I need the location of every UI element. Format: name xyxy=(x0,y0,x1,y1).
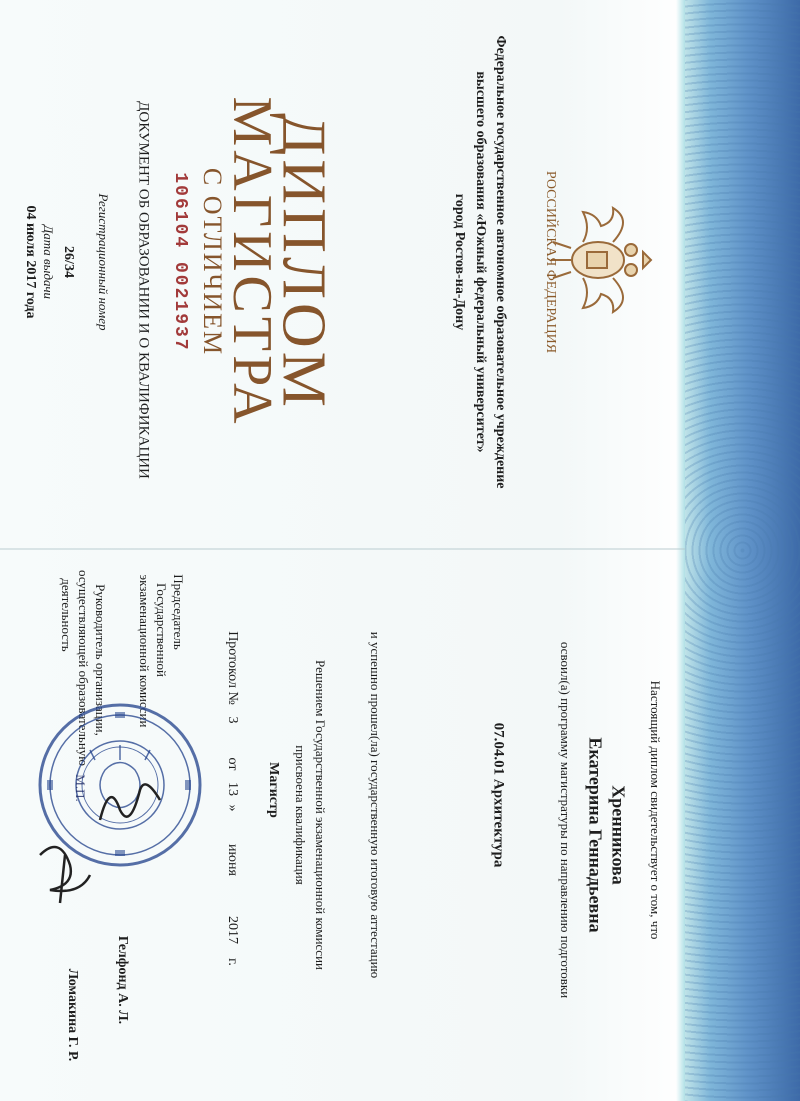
head-name: Ломакина Г. Р. xyxy=(65,968,80,1062)
program-name: 07.04.01 Архитектура xyxy=(490,722,507,868)
document-type: ДОКУМЕНТ ОБ ОБРАЗОВАНИИ И О КВАЛИФИКАЦИИ xyxy=(135,101,152,479)
mastered-text: освоил(а) программу магистратуры по направлению подготовки xyxy=(558,641,573,999)
institution-line-3: город Ростов-на-Дону xyxy=(452,193,467,331)
reg-number-label: Регистрационный номер xyxy=(96,193,111,331)
protocol-day: 13 xyxy=(225,782,240,796)
institution-line-1: Федеральное государственное автономное образовательное учреждение xyxy=(493,35,508,489)
country-label: РОССИЙСКАЯ ФЕДЕРАЦИЯ xyxy=(543,170,558,354)
qualification-name: Магистр xyxy=(266,762,281,818)
diploma-subtitle: МАГИСТРА xyxy=(221,96,283,428)
page-fold xyxy=(0,548,685,550)
intro-text: Настоящий диплом свидетельствует о том, что xyxy=(648,680,663,940)
protocol-month: июня xyxy=(225,844,240,876)
head-line-1: Руководитель организации, xyxy=(93,584,108,736)
holder-surname: Хренникова xyxy=(608,785,629,885)
protocol-quote: » xyxy=(225,804,240,812)
head-line-3: деятельность xyxy=(59,578,74,652)
honors-label: С ОТЛИЧИЕМ xyxy=(198,167,227,357)
chair-name: Гелфонд А. Л. xyxy=(115,935,130,1025)
protocol-year-suffix: г. xyxy=(225,958,240,966)
head-signature-icon xyxy=(30,835,100,905)
issue-date-label: Дата выдачи xyxy=(41,224,56,300)
diploma-title: ДИПЛОМ xyxy=(269,113,338,411)
head-line-2: осуществляющей образовательную xyxy=(76,570,91,766)
seal-mark: М.П. xyxy=(73,774,88,802)
protocol-year: 2017 xyxy=(225,916,240,944)
security-pattern-band xyxy=(685,0,800,1101)
chair-line-1: Председатель xyxy=(171,574,186,650)
institution-line-2: высшего образования «Южный федеральный университет» xyxy=(473,71,488,453)
decision-line-1: Решением Государственной экзаменационной комиссии xyxy=(313,660,328,970)
protocol-from: от xyxy=(225,757,240,771)
issue-date: 04 июля 2017 года xyxy=(23,205,38,319)
protocol-number: 3 xyxy=(225,716,240,724)
reg-number: 26/34 xyxy=(61,246,76,278)
chair-line-3: экзаменационной комиссии xyxy=(137,574,152,728)
protocol-label: Протокол № xyxy=(225,631,240,705)
holder-name: Екатерина Геннадьевна xyxy=(585,737,606,933)
chair-line-2: Государственной xyxy=(154,582,169,678)
serial-number: 106104 0021937 xyxy=(170,172,190,352)
passed-text: и успешно прошел(ла) государственную итоговую аттестацию xyxy=(368,631,383,979)
decision-line-2: присвоена квалификация xyxy=(293,745,308,885)
chair-signature-icon xyxy=(90,770,170,830)
